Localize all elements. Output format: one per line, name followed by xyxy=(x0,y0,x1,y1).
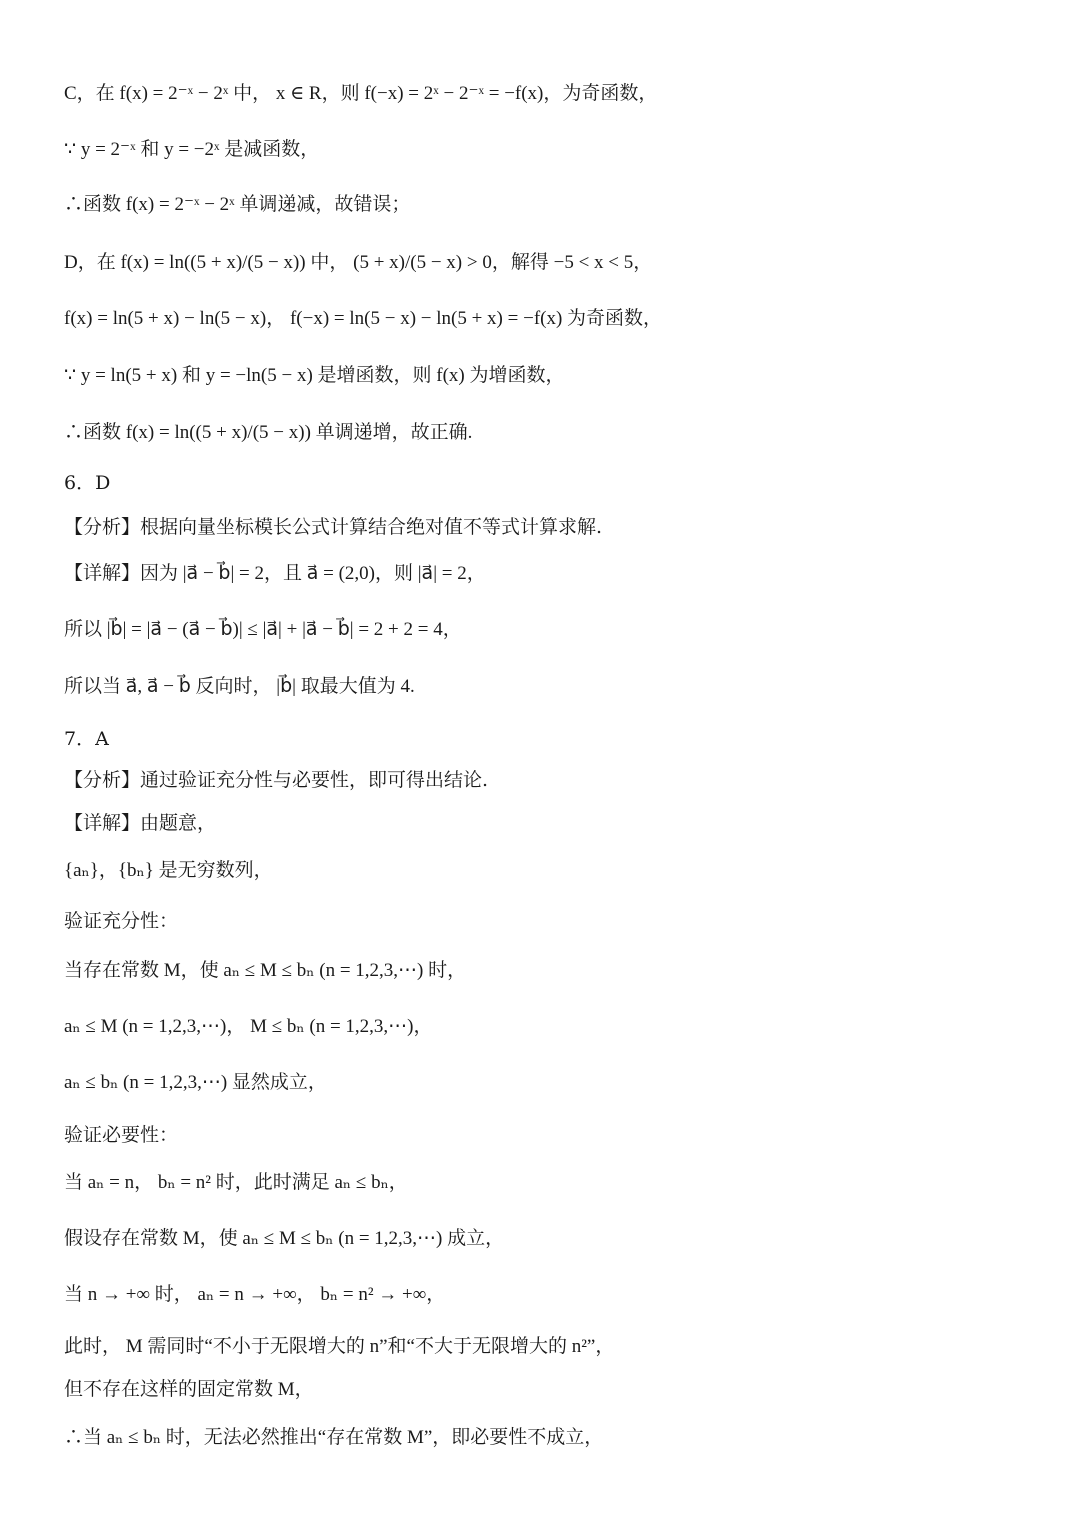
necessity-conclusion: ∴当 aₙ ≤ bₙ 时，无法必然推出“存在常数 M”，即必要性不成立， xyxy=(64,1427,604,1448)
necessity-contradiction: 此时， M 需同时“不小于无限增大的 n”和“不大于无限增大的 n²”， xyxy=(64,1336,615,1357)
answer-7: 7．A xyxy=(64,728,109,750)
detail-6-given: 【详解】因为 |a⃗ − b⃗| = 2，且 a⃗ = (2,0)，则 |a⃗| = 2， xyxy=(64,563,486,584)
line-c-conclusion: ∴函数 f(x) = 2⁻ˣ − 2ˣ 单调递减，故错误； xyxy=(64,194,411,215)
analysis-7: 【分析】通过验证充分性与必要性，即可得出结论. xyxy=(64,769,489,791)
line-c-parity: C，在 f(x) = 2⁻ˣ − 2ˣ 中， x ∈ R，则 f(−x) = 2ˣ − 2⁻ˣ = −f(x)，为奇函数， xyxy=(64,83,658,104)
line-d-parity: f(x) = ln(5 + x) − ln(5 − x)， f(−x) = ln(5 − x) − ln(5 + x) = −f(x) 为奇函数， xyxy=(64,308,663,329)
sufficiency-heading: 验证充分性： xyxy=(64,910,179,932)
sufficiency-premise: 当存在常数 M，使 aₙ ≤ M ≤ bₙ (n = 1,2,3,⋯) 时， xyxy=(64,960,467,981)
necessity-example: 当 aₙ = n， bₙ = n² 时，此时满足 aₙ ≤ bₙ， xyxy=(64,1172,408,1193)
line-d-domain: D，在 f(x) = ln((5 + x)/(5 − x)) 中， (5 + x)/(5 − x) > 0，解得 −5 < x < 5， xyxy=(64,252,653,273)
necessity-assumption: 假设存在常数 M，使 aₙ ≤ M ≤ bₙ (n = 1,2,3,⋯) 成立， xyxy=(64,1228,505,1249)
detail-7-intro: 【详解】由题意， xyxy=(64,812,217,834)
line-d-increasing-parts: ∵ y = ln(5 + x) 和 y = −ln(5 − x) 是增函数，则 f(x) 为增函数， xyxy=(64,365,565,386)
line-c-decreasing-parts: ∵ y = 2⁻ˣ 和 y = −2ˣ 是减函数， xyxy=(64,139,320,160)
analysis-6: 【分析】根据向量坐标模长公式计算结合绝对值不等式计算求解. xyxy=(64,516,603,538)
necessity-heading: 验证必要性： xyxy=(64,1124,179,1146)
detail-7-sequences: {aₙ}，{bₙ} 是无穷数列， xyxy=(64,860,273,881)
detail-6-conclusion: 所以当 a⃗, a⃗ − b⃗ 反向时， |b⃗| 取最大值为 4. xyxy=(64,676,415,697)
sufficiency-conclusion: aₙ ≤ bₙ (n = 1,2,3,⋯) 显然成立， xyxy=(64,1072,327,1093)
necessity-limit: 当 n → +∞ 时， aₙ = n → +∞， bₙ = n² → +∞， xyxy=(64,1284,446,1305)
detail-6-inequality: 所以 |b⃗| = |a⃗ − (a⃗ − b⃗)| ≤ |a⃗| + |a⃗ − b⃗| = 2 + 2 = 4， xyxy=(64,619,462,640)
sufficiency-step: aₙ ≤ M (n = 1,2,3,⋯)， M ≤ bₙ (n = 1,2,3,⋯)， xyxy=(64,1016,433,1037)
line-d-conclusion: ∴函数 f(x) = ln((5 + x)/(5 − x)) 单调递增，故正确. xyxy=(64,422,473,443)
answer-6: 6．D xyxy=(64,472,111,494)
necessity-no-constant: 但不存在这样的固定常数 M， xyxy=(64,1379,314,1400)
